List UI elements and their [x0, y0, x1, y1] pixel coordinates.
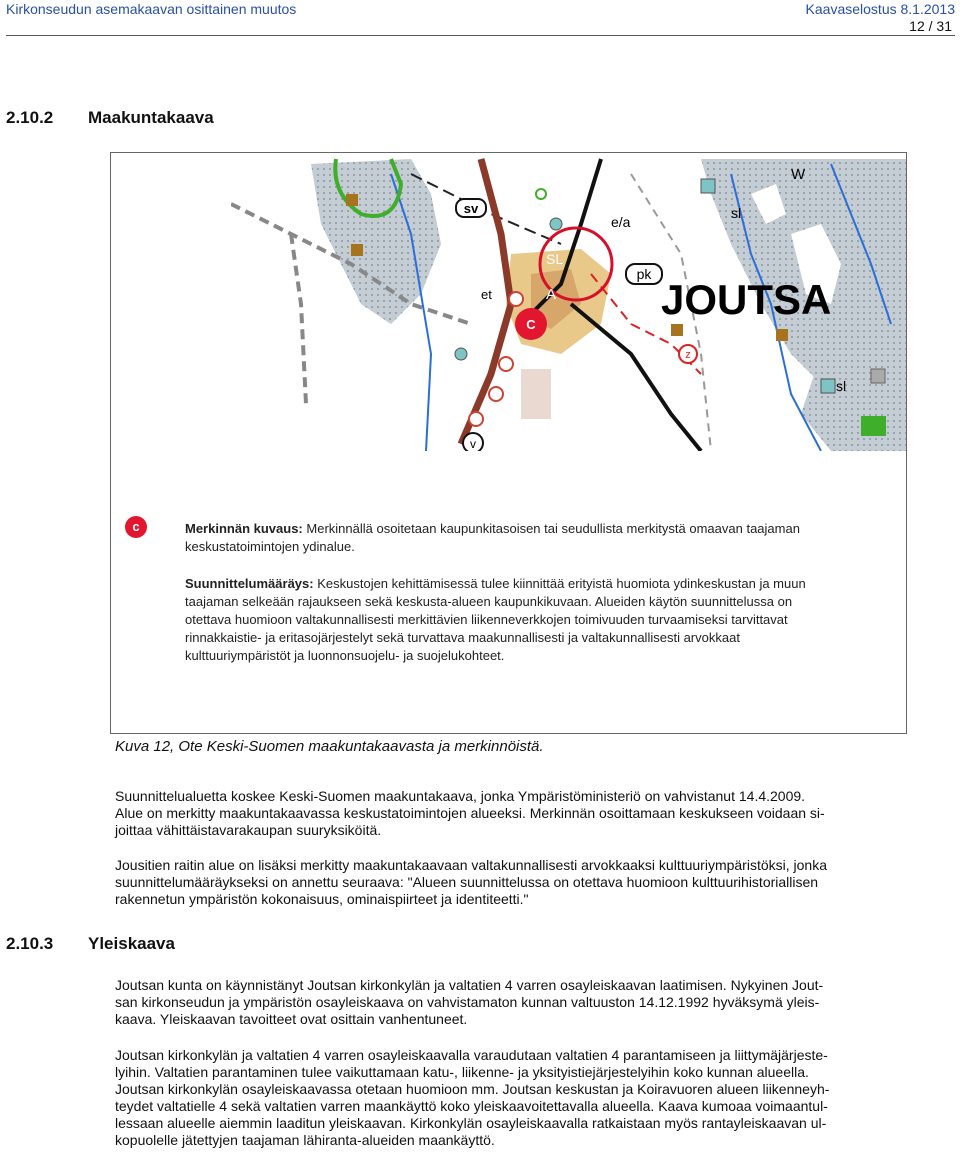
section-number: 2.10.3 [6, 934, 54, 953]
figure-caption: Kuva 12, Ote Keski-Suomen maakuntakaavasta ja merkinnöistä. [115, 738, 544, 755]
document-title: Kirkonseudun asemakaavan osittainen muutos [6, 1, 297, 17]
section-title: Maakuntakaava [88, 108, 214, 127]
regional-plan-map [231, 154, 906, 451]
svg-text:JOUTSA: JOUTSA [661, 276, 832, 323]
svg-text:sl: sl [836, 378, 847, 394]
paragraph: Jousitien raitin alue on lisäksi merkitty maakuntakaavaan valtakunnallisesti arvokkaaksi kulttuuriympäristöksi, jonka suunnittelumääräykseksi on annettu seuraava: "Alueen suunnittelussa on otettava huomioon kulttuurihistoriallisen rakennetun ympäristön kokonaisuus, ominaispiirteet ja identiteetti." [115, 857, 827, 907]
svg-text:e/a: e/a [611, 214, 631, 230]
svg-text:SL: SL [546, 251, 564, 267]
legend-description: Merkinnän kuvaus: Merkinnällä osoitetaan kaupunkitasoisen tai seudullista merkitystä omaavan taajaman keskustatoimintojen ydinalue. [185, 521, 800, 554]
legend-planning-rule: Suunnittelumääräys: Keskustojen kehittämisessä tulee kiinnittää erityistä huomiota ydinkeskustan ja muun taajaman selkeään rajaukseen sekä keskusta-alueen kaupunkikuvaan. Alueiden käytön suunnittelussa on otettava huomioon valtakunnallisesti merkittävien liikenneverkkojen toimivuuden turvaamiseksi tarvittavat rinnakkaistie- ja eritasojärjestelyt sekä turvattava maakunnallisesti ja valtakunnallisesti arvokkaat kulttuuriympäristöt ja luonnonsuojelu- ja suojelukohteet. [185, 576, 806, 663]
document-version: Kaavaselostus 8.1.2013 [805, 1, 955, 17]
header-rule [6, 35, 955, 36]
paragraph: Joutsan kunta on käynnistänyt Joutsan kirkonkylän ja valtatien 4 varren osayleiskaavan laatimisen. Nykyinen Jout- san kirkonseudun ja ympäristön osayleiskaava on vahvistamaton kunnan valtuuston 14.12.1992 hyväksymä yleis- kaava. Yleiskaavan tavoitteet ovat osittain vanhentuneet. [115, 977, 824, 1027]
map-figure [110, 152, 907, 734]
c-legend-marker: c [125, 516, 147, 538]
map-legend [111, 508, 906, 668]
svg-text:W: W [791, 166, 806, 183]
svg-text:C: C [526, 317, 536, 332]
section-number: 2.10.2 [6, 108, 54, 127]
page-number: 12 / 31 [909, 18, 952, 34]
svg-text:v: v [470, 437, 476, 451]
svg-text:A: A [546, 286, 557, 303]
paragraph: Joutsan kirkonkylän ja valtatien 4 varren osayleiskaavalla varaudutaan valtatien 4 parantamiseen ja liittymäjärjeste- lyihin. Valtatien parantaminen tulee vaikuttamaan katu-, liikenne- ja yksityistiejärjestelyihin koko kunnan alueella. Joutsan kirkonkylän osayleiskaavassa otetaan huomioon mm. Joutsan keskustan ja Koiravuoren alueen liikenneyh- teydet valtatielle 4 sekä valtatien varren maankäyttö koko yleiskaavoitettavalla alueella. Kaava kumoaa voimaantul- lessaan alueelle aiemmin laaditun yleiskaavan. Kirkonkylän osayleiskaavalla ratkaistaan myös rantayleiskaavan ul- kopuolelle jätettyjen taajaman lähiranta-alueiden maankäyttö. [115, 1047, 830, 1148]
svg-text:et: et [481, 287, 492, 302]
svg-text:z: z [685, 349, 691, 361]
paragraph: Suunnittelualuetta koskee Keski-Suomen maakuntakaava, jonka Ympäristöministeriö on vahvistanut 14.4.2009. Alue on merkitty maakuntakaavassa keskustatoimintojen alueeksi. Merkinnän osoittamaan keskukseen voidaan si- joittaa vähittäistavarakaupan suuryksiköitä. [115, 788, 825, 838]
svg-text:sv: sv [463, 201, 479, 216]
svg-text:pk: pk [636, 266, 652, 282]
section-title: Yleiskaava [88, 934, 175, 953]
svg-text:sl: sl [731, 205, 742, 221]
